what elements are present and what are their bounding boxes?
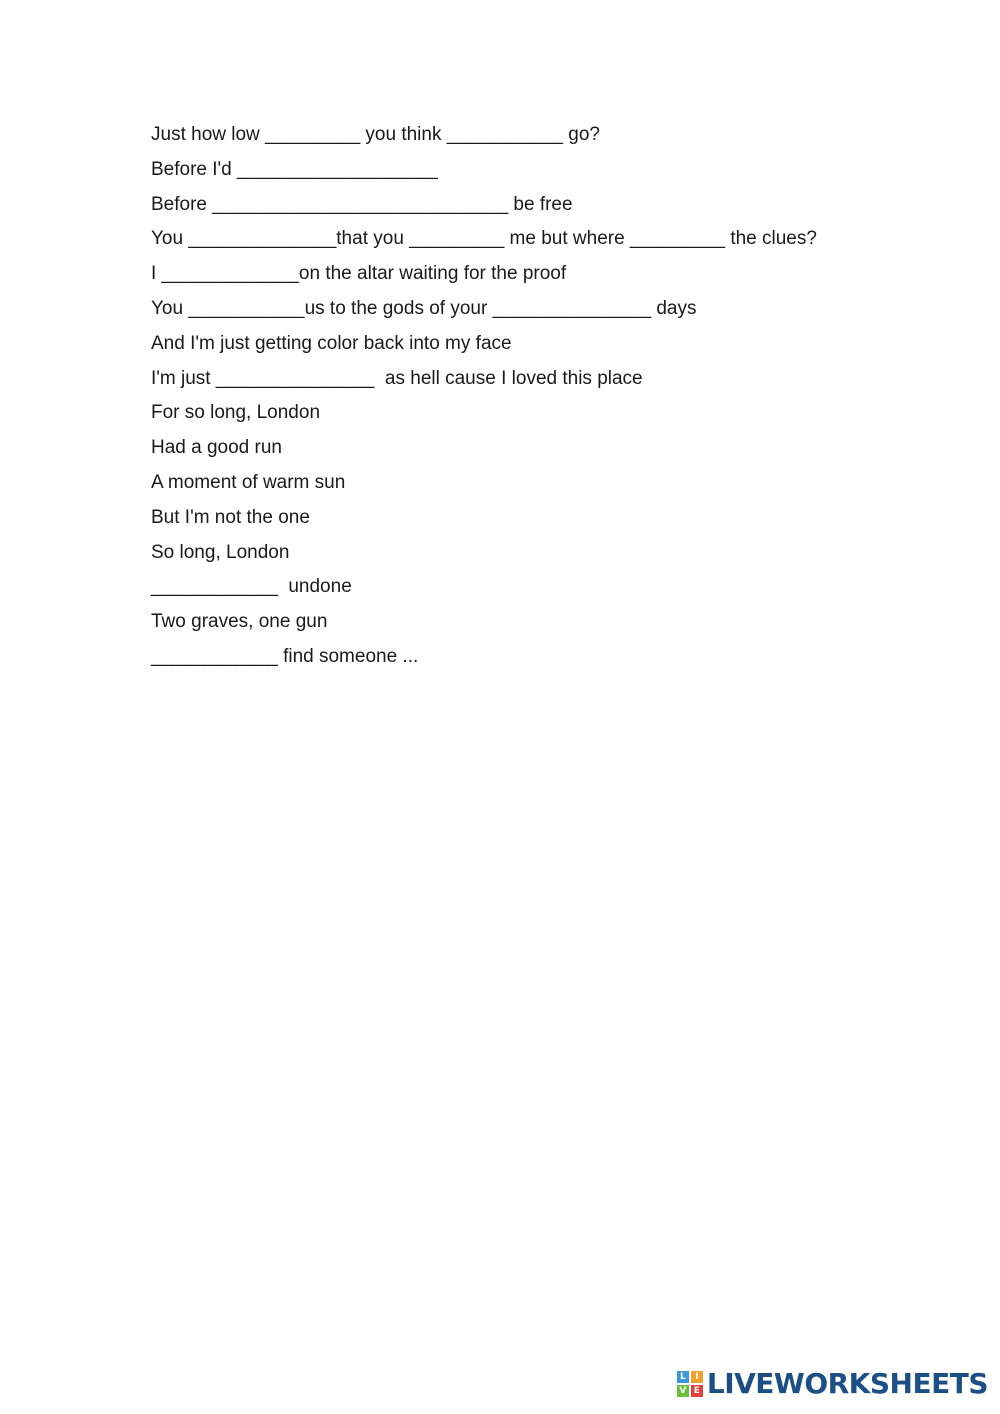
lyric-line-13: So long, London xyxy=(151,541,290,563)
lyric-line-2: Before I'd ___________________ xyxy=(151,158,438,180)
lyric-line-15: Two graves, one gun xyxy=(151,611,328,633)
lyric-line-7: And I'm just getting color back into my face xyxy=(151,332,512,354)
lyric-line-10: Had a good run xyxy=(151,437,282,459)
liveworksheets-logo xyxy=(677,1367,988,1400)
lyric-line-5: I _____________on the altar waiting for the proof xyxy=(151,263,567,285)
lyric-line-12: But I'm not the one xyxy=(151,506,310,528)
logo-tile-l: L xyxy=(677,1371,689,1383)
lyric-line-11: A moment of warm sun xyxy=(151,471,346,493)
liveworksheets-logo-icon xyxy=(677,1371,703,1397)
liveworksheets-logo-text: LIVEWORKSHEETS xyxy=(706,1367,988,1400)
lyric-line-16: ____________ find someone ... xyxy=(151,645,419,667)
lyric-line-1: Just how low _________ you think ___________ go? xyxy=(151,124,600,145)
lyric-line-6: You ___________us to the gods of your _______________ days xyxy=(151,297,697,319)
lyric-line-9: For so long, London xyxy=(151,402,321,424)
logo-tile-v: V xyxy=(677,1385,689,1397)
lyric-line-14: ____________ undone xyxy=(151,576,352,598)
lyric-line-4: You ______________that you _________ me but where _________ the clues? xyxy=(151,228,817,250)
lyric-line-3: Before ____________________________ be free xyxy=(151,193,573,215)
lyric-line-8: I'm just _______________ as hell cause I loved this place xyxy=(151,367,643,389)
logo-tile-i: I xyxy=(691,1371,703,1383)
logo-tile-e: E xyxy=(691,1385,703,1397)
worksheet-body xyxy=(151,118,931,675)
